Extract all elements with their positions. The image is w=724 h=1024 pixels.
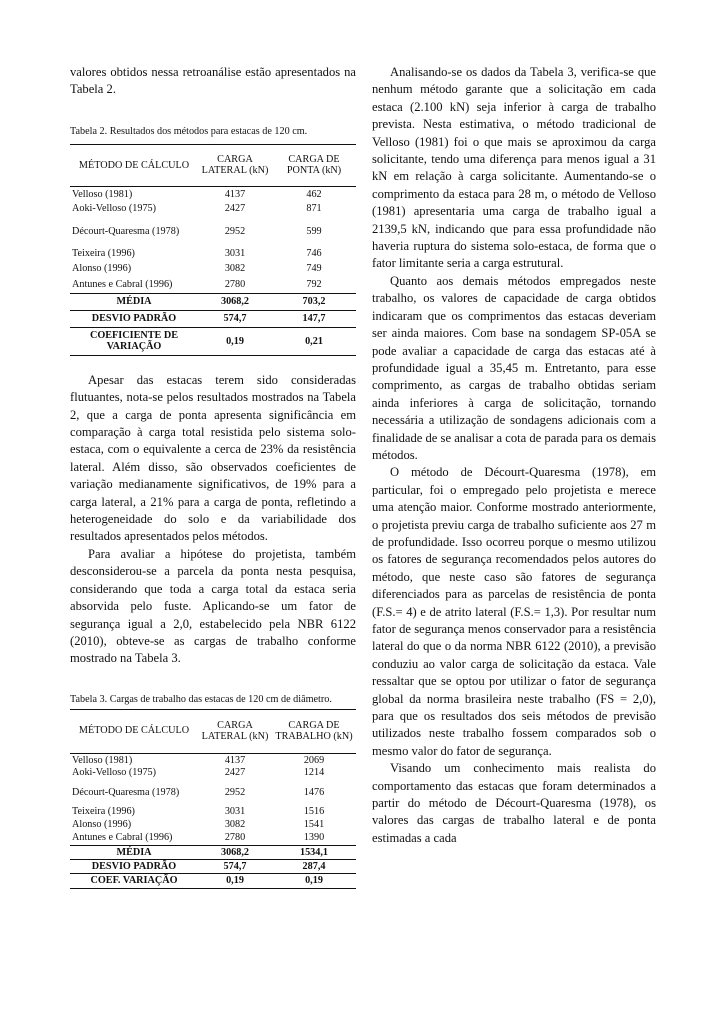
table-cell: 3031 [224,248,246,260]
table-row [70,753,356,766]
table-cell: 1390 [303,832,325,844]
table-cell: Teixeira (1996) [72,806,135,818]
table-cell: MÉDIA [70,845,198,859]
paragraph: O método de Décourt-Quaresma (1978), em particular, foi o empregado pelo projetista e merece uma atenção maior. Conforme mostrado anteriormente, o projetista previu carga de trabalho suficiente aos 27 m de profundidade. Isso ocorreu porque o mesmo utilizou os fatores de segurança recomendados pelos autores do método, que neste caso são fatores de segurança diferenciados para as parcelas de resistência de ponta (F.S.= 4) e de atrito lateral (F.S.= 1,3). Por resultar num fator de segurança menos conservador para a resistência lateral do que o da norma NBR 6122 (2010), a previsão conduziu ao valor carga de solicitação da estaca. Vale ressaltar que se optou por utilizar o fator de segurança global da norma brasileira neste trabalho (FS = 2,0), para que os resultados dos seis métodos de previsão utilizados neste trabalho fossem comparados sob o mesmo valor do fator de segurança. [372,465,656,758]
table-cell: Décourt-Quaresma (1978) [72,786,180,798]
table-row [70,246,356,261]
summary-row [70,327,356,355]
table-cell: 0,19 [198,873,272,888]
table-cell: 462 [306,188,322,200]
table-row [70,276,356,293]
right-column [372,64,656,847]
table-cell: 871 [306,203,322,215]
paragraph: Analisando-se os dados da Tabela 3, verifica-se que nenhum método garante que a solicitação em cada estaca (2.100 kN) seja inferior à carga de trabalho prevista. Nesta estimativa, o método tradicional de Velloso (1981) foi o que mais se aproximou da carga solicitante, tendo uma diferença para menos igual a 31 kN em relação à carga solicitante. Aumentando-se o comprimento da estaca para 28 m, o método de Velloso (1981) apresentaria uma carga de trabalho igual a 2139,5 kN, indicando que para essa profundidade não haveria ruptura do sistema solo-estaca, de forma que o fator limitante seria a carga estrutural. [372,65,656,271]
table-row [70,818,356,831]
summary-row [70,310,356,327]
table-row [70,186,356,201]
table-cell: 3031 [224,806,246,818]
table-cell: Antunes e Cabral (1996) [72,278,173,290]
table-row [70,805,356,818]
table-cell: 0,19 [272,873,356,888]
table-cell: 1214 [303,767,325,779]
table-cell: 0,21 [272,327,356,355]
paragraph: valores obtidos nessa retroanálise estão apresentados na Tabela 2. [70,65,356,97]
summary-row [70,293,356,310]
table-cell: COEFICIENTE DE VARIAÇÃO [70,327,198,355]
table2-caption: Tabela 2. Resultados dos métodos para estacas de 120 cm. [70,125,308,137]
table-row [70,831,356,845]
table-cell: 287,4 [272,859,356,873]
table-cell: 792 [306,278,322,290]
table-row [70,201,356,216]
table3-caption: Tabela 3. Cargas de trabalho das estacas de 120 cm de diâmetro. [70,693,332,705]
table-cell: 0,19 [198,327,272,355]
table-cell: 3068,2 [198,845,272,859]
table-header: MÉTODO DE CÁLCULO [70,709,198,753]
table-cell: 574,7 [198,310,272,327]
table-cell: Alonso (1996) [72,819,132,831]
table-cell: 703,2 [272,293,356,310]
table-cell: Décourt-Quaresma (1978) [72,225,180,237]
table-header: CARGA LATERAL (kN) [198,144,272,186]
table-cell: 4137 [224,188,246,200]
table-cell: 599 [306,225,322,237]
table-cell: 2952 [224,786,246,798]
table-header: CARGA DE TRABALHO (kN) [272,709,356,753]
table-cell: 147,7 [272,310,356,327]
summary-row [70,873,356,888]
table-header: CARGA DE PONTA (kN) [272,144,356,186]
table-cell: 2069 [303,754,325,766]
table-cell: MÉDIA [70,293,198,310]
table2 [70,144,356,356]
table-cell: 1541 [303,819,325,831]
table-row [70,216,356,246]
table-cell: Teixeira (1996) [72,248,135,260]
table-header: CARGA LATERAL (kN) [198,709,272,753]
table-row [70,766,356,779]
table-cell: Alonso (1996) [72,263,132,275]
table-cell: 1516 [303,806,325,818]
table-cell: 2952 [224,225,246,237]
table-cell: 2427 [224,203,246,215]
table-cell: 3082 [224,263,246,275]
table3 [70,709,356,889]
paragraph: Visando um conhecimento mais realista do comportamento das estacas que foram determinados a partir do método de Décourt-Quaresma (1978), os valores das cargas de trabalho lateral e de ponta estimadas a cada [372,761,656,845]
table-header: MÉTODO DE CÁLCULO [70,144,198,186]
table-cell: Aoki-Velloso (1975) [72,203,157,215]
table-cell: Velloso (1981) [72,188,133,200]
table-cell: 2780 [224,278,246,290]
table-cell: 1476 [303,786,325,798]
table-cell: 746 [306,248,322,260]
table-row [70,261,356,276]
paragraph: Para avaliar a hipótese do projetista, também desconsiderou-se a parcela da ponta nesta pesquisa, considerando que toda a carga total da estaca seria absorvida pelo fuste. Aplicando-se um fator de segurança igual a 2,0, estabelecido pela NBR 6122 (2010), obteve-se as cargas de trabalho conforme mostrado na Tabela 3. [70,546,356,666]
table-cell: Aoki-Velloso (1975) [72,767,157,779]
left-column [70,64,356,889]
table-cell: 749 [306,263,322,275]
table-cell: DESVIO PADRÃO [70,859,198,873]
paragraph: Quanto aos demais métodos empregados neste trabalho, os valores de capacidade de carga obtidos indicaram que os comprimentos das estacas deveriam ser ainda maiores. Com base na sondagem SP-05A se pode avaliar a capacidade de carga das estacas até à profundidade igual a 35,45 m. Entretanto, para esse comprimento, as cargas de trabalho obtidas seriam ainda inferiores à carga de solicitação, tornando necessária a utilização de sondagens adicionais com a finalidade de se analisar a cota de parada para os demais métodos. [372,273,656,462]
table-cell: 4137 [224,754,246,766]
paragraph: Apesar das estacas terem sido consideradas flutuantes, nota-se pelos resultados mostrados na Tabela 2, que a carga de ponta apresenta significância em comparação à carga total resistida pelo sistema solo-estaca, com o equivalente a cerca de 23% da resistência lateral. Além disso, são observados coeficientes de variação medianamente significativos, de 19% para a carga lateral, a 21% para a carga de ponta, refletindo a heterogeneidade do solo e da variabilidade dos resultados apresentados pelos métodos. [70,372,356,544]
summary-row [70,859,356,873]
table-row [70,779,356,805]
table-cell: COEF. VARIAÇÃO [70,873,198,888]
table-cell: 3068,2 [198,293,272,310]
table-cell: Velloso (1981) [72,754,133,766]
table-cell: 2427 [224,767,246,779]
table-cell: 3082 [224,819,246,831]
table-cell: 2780 [224,832,246,844]
summary-row [70,845,356,859]
table-cell: DESVIO PADRÃO [70,310,198,327]
table-cell: Antunes e Cabral (1996) [72,832,173,844]
table-cell: 574,7 [198,859,272,873]
table-cell: 1534,1 [272,845,356,859]
